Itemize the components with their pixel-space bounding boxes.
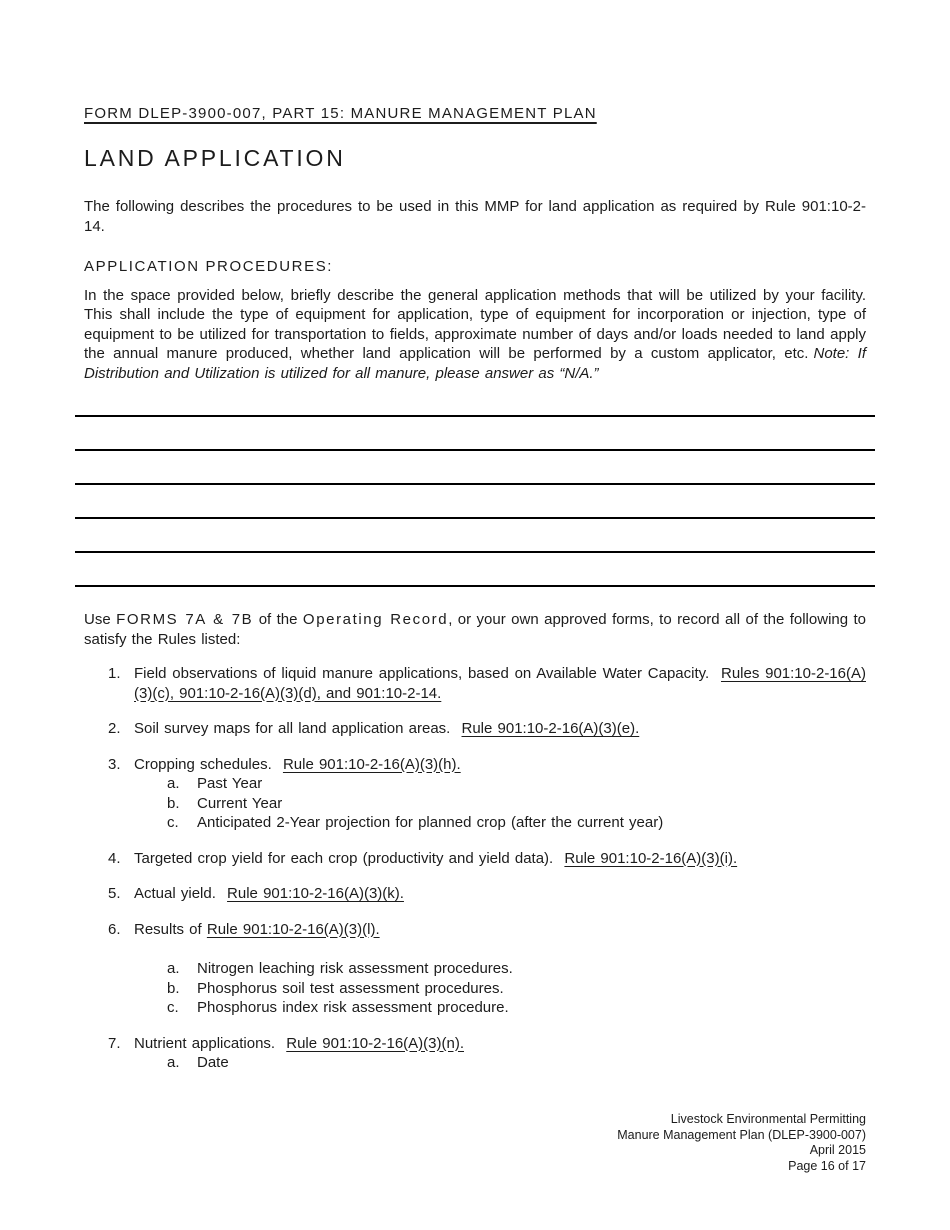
item-number: 7. [108, 1034, 121, 1052]
item-text [134, 920, 866, 1018]
sub-item-text: Past Year [197, 775, 263, 792]
write-in-line [75, 519, 875, 553]
page-heading: LAND APPLICATION [84, 145, 346, 171]
list-item [84, 920, 866, 1018]
item-text [134, 664, 866, 703]
forms-text: Use [84, 611, 111, 628]
forms-paragraph [84, 610, 866, 649]
sub-item [167, 998, 866, 1018]
write-in-line [75, 383, 875, 417]
operating-record-ref: Operating Record [302, 611, 449, 628]
section-label: APPLICATION PROCEDURES: [84, 258, 334, 275]
item-description: Targeted crop yield for each crop (productivity and yield data). [134, 849, 554, 867]
list-item [84, 1034, 866, 1073]
sub-item-label: a. [167, 1054, 180, 1071]
sub-item-label: b. [167, 794, 180, 812]
sub-item [167, 794, 866, 814]
sub-item-label: a. [167, 775, 180, 792]
sub-item-text: Nitrogen leaching risk assessment procedures. [197, 960, 513, 977]
forms-ref: FORMS 7A & 7B [116, 611, 254, 628]
list-item [84, 755, 866, 833]
footer-line: Page 16 of 17 [788, 1158, 866, 1173]
sub-item-text: Date [197, 1054, 229, 1071]
rule-citation: Rule 901:10-2-16(A)(3)(i). [564, 849, 738, 867]
page-footer [617, 1112, 866, 1174]
rule-citation: Rules 901:10-2-16(A)(3)(c), 901:10-2-16(A)(3)(d), and 901:10-2-14. [134, 665, 866, 702]
item-number: 4. [108, 849, 121, 867]
sub-item-label: c. [167, 814, 179, 831]
item-text [134, 719, 866, 739]
page-content [84, 104, 866, 1089]
rule-citation: Rule 901:10-2-16(A)(3)(e). [461, 720, 640, 737]
forms-text: , or your own approved forms, to record all of the following to satisfy the Rules listed: [84, 611, 867, 648]
requirements-list [84, 664, 866, 1073]
list-item [84, 849, 866, 869]
list-item [84, 884, 866, 904]
item-number: 2. [108, 720, 121, 737]
item-description: Field observations of liquid manure applications, based on Available Water Capacity. [134, 665, 710, 682]
sub-list [167, 959, 866, 1018]
item-number: 6. [108, 920, 121, 938]
list-item [84, 719, 866, 739]
sub-item-text: Phosphorus soil test assessment procedures. [197, 979, 504, 997]
rule-citation: Rule 901:10-2-16(A)(3)(n). [286, 1034, 464, 1052]
form-title: FORM DLEP-3900-007, PART 15: MANURE MANAGEMENT PLAN [84, 105, 597, 122]
write-in-area [75, 383, 875, 587]
procedures-text: In the space provided below, briefly describe the general application methods that will be utilized by your facility. This shall include the type of equipment for application, type of equipment for incorporation or injection, type of equipment to be utilized for transportation to fields, approximate number of days and/or loads needed to land apply the annual manure produced, whether land application will be performed by a custom applicator, etc. [84, 286, 866, 362]
item-text [134, 884, 866, 904]
footer-line: Manure Management Plan (DLEP-3900-007) [617, 1127, 866, 1142]
item-description: Results of [134, 920, 202, 938]
procedures-note: Note: If Distribution and Utilization is utilized for all manure, please answer as “N/A.” [84, 345, 866, 382]
write-in-line [75, 485, 875, 519]
sub-item-text: Anticipated 2-Year projection for planned crop (after the current year) [197, 814, 664, 831]
item-text [134, 1034, 866, 1073]
item-number: 1. [108, 665, 121, 682]
sub-list [167, 1053, 866, 1073]
list-item [84, 664, 866, 703]
sub-item [167, 979, 866, 999]
rule-citation: Rule 901:10-2-16(A)(3)(l). [206, 920, 380, 938]
sub-item-text: Phosphorus index risk assessment procedure. [197, 999, 509, 1016]
item-description: Nutrient applications. [134, 1034, 276, 1052]
write-in-line [75, 553, 875, 587]
write-in-line [75, 417, 875, 451]
item-number: 3. [108, 755, 121, 773]
sub-list [167, 774, 866, 833]
sub-item [167, 774, 866, 794]
item-description: Soil survey maps for all land application areas. [134, 720, 451, 737]
sub-item-label: b. [167, 979, 180, 997]
footer-line: Livestock Environmental Permitting [670, 1112, 866, 1126]
procedures-paragraph [84, 286, 866, 384]
sub-item-label: a. [167, 960, 180, 977]
sub-item [167, 1053, 866, 1073]
item-text [134, 849, 866, 869]
forms-text: of the [258, 611, 298, 628]
item-text [134, 755, 866, 833]
write-in-line [75, 451, 875, 485]
item-number: 5. [108, 885, 121, 902]
item-description: Actual yield. [134, 885, 216, 902]
footer-line: April 2015 [809, 1143, 866, 1157]
sub-item-text: Current Year [197, 794, 283, 812]
intro-paragraph: The following describes the procedures to be used in this MMP for land application as required by Rule 901:10-2-14. [84, 198, 866, 235]
sub-item [167, 959, 866, 979]
item-description: Cropping schedules. [134, 755, 272, 773]
sub-item [167, 813, 866, 833]
rule-citation: Rule 901:10-2-16(A)(3)(k). [227, 885, 404, 902]
rule-citation: Rule 901:10-2-16(A)(3)(h). [282, 755, 461, 773]
sub-item-label: c. [167, 999, 179, 1016]
